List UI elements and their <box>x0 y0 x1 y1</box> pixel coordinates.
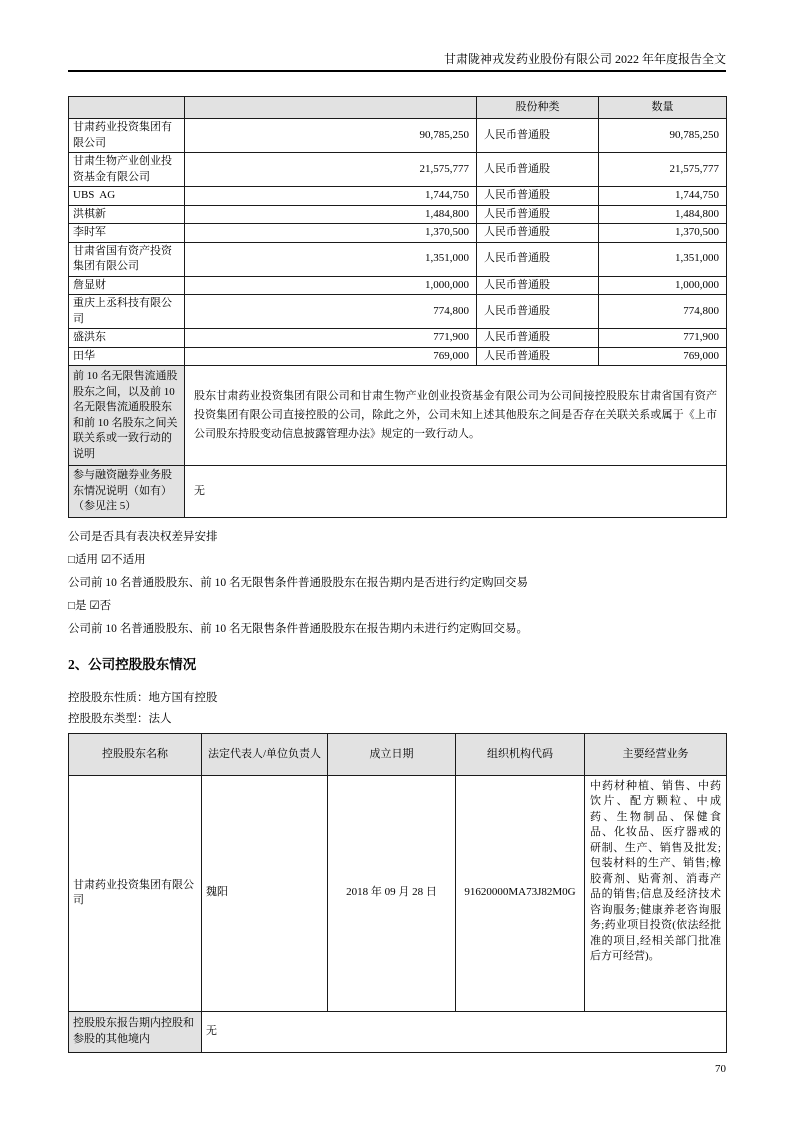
page-number: 70 <box>715 1062 726 1075</box>
shareholder-amount: 1,744,750 <box>185 187 477 206</box>
voting-difference-checkboxes: □适用 ☑不适用 <box>68 553 146 566</box>
table-row <box>69 153 727 187</box>
table-row <box>69 295 727 329</box>
share-type: 人民币普通股 <box>477 329 599 348</box>
share-quantity: 769,000 <box>599 347 727 366</box>
report-title: 甘肃陇神戎发药业股份有限公司 2022 年年度报告全文 <box>443 52 726 66</box>
shareholder-amount: 1,484,800 <box>185 205 477 224</box>
note-label: 前 10 名无限售流通股股东之间，以及前 10 名无限售流通股股东和前 10 名股东之间关联关系或一致行动的说明 <box>69 366 185 466</box>
column-header-main-business: 主要经营业务 <box>585 733 727 775</box>
shareholder-name: UBS AG <box>69 187 185 206</box>
controlling-shareholder-name: 甘肃药业投资集团有限公司 <box>69 775 202 1011</box>
note-value: 无 <box>185 466 727 518</box>
share-type: 人民币普通股 <box>477 224 599 243</box>
share-type: 人民币普通股 <box>477 347 599 366</box>
legal-representative: 魏阳 <box>202 775 328 1011</box>
shareholder-name: 盛洪东 <box>69 329 185 348</box>
shareholder-name: 甘肃生物产业创业投资基金有限公司 <box>69 153 185 187</box>
controlling-shareholder-type: 控股股东类型：法人 <box>68 712 172 725</box>
share-type: 人民币普通股 <box>477 187 599 206</box>
table-row <box>69 276 727 295</box>
shareholder-amount: 1,370,500 <box>185 224 477 243</box>
footer-label: 控股股东报告期内控股和参股的其他境内 <box>69 1011 202 1052</box>
table-note-row <box>69 366 727 466</box>
shareholder-name: 田华 <box>69 347 185 366</box>
table-row <box>69 119 727 153</box>
page-header <box>68 0 726 72</box>
shareholder-amount: 774,800 <box>185 295 477 329</box>
share-type: 人民币普通股 <box>477 242 599 276</box>
table-row <box>69 205 727 224</box>
column-header-name: 控股股东名称 <box>69 733 202 775</box>
shareholder-name: 洪棋新 <box>69 205 185 224</box>
share-quantity: 1,370,500 <box>599 224 727 243</box>
shareholder-name: 李时军 <box>69 224 185 243</box>
share-quantity: 1,000,000 <box>599 276 727 295</box>
empty-header-cell <box>69 97 185 119</box>
voting-difference-question: 公司是否具有表决权差异安排 <box>68 530 218 543</box>
column-header-share-type: 股份种类 <box>477 97 599 119</box>
share-quantity: 21,575,777 <box>599 153 727 187</box>
shareholder-name: 重庆上丞科技有限公司 <box>69 295 185 329</box>
share-type: 人民币普通股 <box>477 295 599 329</box>
table-row <box>69 347 727 366</box>
footer-value: 无 <box>202 1011 727 1052</box>
table-note-row <box>69 466 727 518</box>
buyback-question: 公司前 10 名普通股股东、前 10 名无限售条件普通股股东在报告期内是否进行约定购回交易 <box>68 576 528 589</box>
shareholder-amount: 90,785,250 <box>185 119 477 153</box>
shareholder-amount: 769,000 <box>185 347 477 366</box>
table-header-row <box>69 97 727 119</box>
shareholder-amount: 1,000,000 <box>185 276 477 295</box>
share-quantity: 1,744,750 <box>599 187 727 206</box>
column-header-org-code: 组织机构代码 <box>456 733 585 775</box>
buyback-statement: 公司前 10 名普通股股东、前 10 名无限售条件普通股股东在报告期内未进行约定购回交易。 <box>68 622 528 635</box>
share-quantity: 90,785,250 <box>599 119 727 153</box>
empty-header-cell <box>185 97 477 119</box>
table-row <box>69 329 727 348</box>
table-row <box>69 775 727 1011</box>
note-value: 股东甘肃药业投资集团有限公司和甘肃生物产业创业投资基金有限公司为公司间接控股股东甘肃省国有资产投资集团有限公司直接控股的公司，除此之外，公司未知上述其他股东之间是否存在关联关系或属于《上市公司股东持股变动信息披露管理办法》规定的一致行动人。 <box>185 366 727 466</box>
buyback-checkboxes: □是 ☑否 <box>68 599 112 612</box>
share-quantity: 771,900 <box>599 329 727 348</box>
statements-block <box>68 530 726 637</box>
table-footer-row <box>69 1011 727 1052</box>
org-code: 91620000MA73J82M0G <box>456 775 585 1011</box>
page-content <box>68 96 726 1075</box>
shareholder-amount: 771,900 <box>185 329 477 348</box>
table-header-row <box>69 733 727 775</box>
share-type: 人民币普通股 <box>477 205 599 224</box>
shareholder-amount: 1,351,000 <box>185 242 477 276</box>
share-quantity: 1,351,000 <box>599 242 727 276</box>
table-row <box>69 187 727 206</box>
main-business: 中药材种植、销售、中药饮片、配方颗粒、中成药、生物制品、保健食品、化妆品、医疗器戒的研制、生产、销售及批发;包装材料的生产、销售;橡胶膏剂、贴膏剂、消毒产品的销售;信息及经济技术咨询服务;健康养老咨询服务;药业项目投资(依法经批准的项目,经相关部门批准后方可经营)。 <box>585 775 727 1011</box>
shareholder-name: 詹显财 <box>69 276 185 295</box>
share-type: 人民币普通股 <box>477 276 599 295</box>
controlling-shareholder-nature: 控股股东性质：地方国有控股 <box>68 691 218 704</box>
shareholder-name: 甘肃省国有资产投资集团有限公司 <box>69 242 185 276</box>
share-quantity: 774,800 <box>599 295 727 329</box>
controlling-shareholder-table <box>68 733 727 1053</box>
section-title: 2、公司控股股东情况 <box>68 656 197 672</box>
column-header-legal-representative: 法定代表人/单位负责人 <box>202 733 328 775</box>
column-header-quantity: 数量 <box>599 97 727 119</box>
table-row <box>69 242 727 276</box>
established-date: 2018 年 09 月 28 日 <box>328 775 456 1011</box>
column-header-established-date: 成立日期 <box>328 733 456 775</box>
shareholder-amount: 21,575,777 <box>185 153 477 187</box>
shareholder-name: 甘肃药业投资集团有限公司 <box>69 119 185 153</box>
share-type: 人民币普通股 <box>477 153 599 187</box>
note-label: 参与融资融券业务股东情况说明（如有）（参见注 5） <box>69 466 185 518</box>
top10-unrestricted-shareholders-table <box>68 96 727 518</box>
table-row <box>69 224 727 243</box>
share-type: 人民币普通股 <box>477 119 599 153</box>
share-quantity: 1,484,800 <box>599 205 727 224</box>
